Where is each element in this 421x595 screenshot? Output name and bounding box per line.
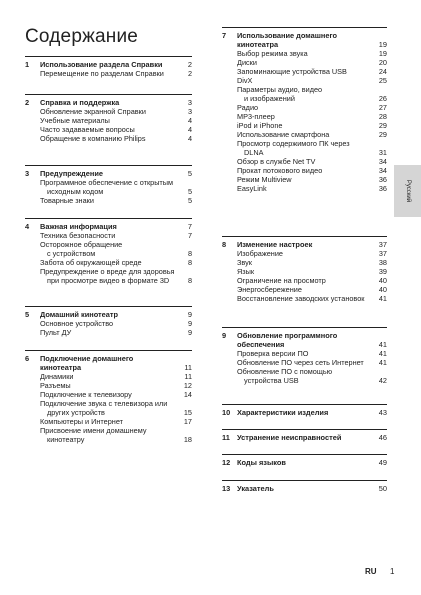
toc-entry-title[interactable]: Прокат потокового видео: [237, 166, 323, 175]
toc-entry-title[interactable]: Забота об окружающей среде: [40, 258, 142, 267]
toc-entry-title[interactable]: устройства USB: [244, 376, 299, 385]
toc-entry-page-number: 29: [378, 130, 387, 139]
toc-entry-page-number: 14: [183, 390, 192, 399]
section-number-text: 7: [222, 31, 227, 40]
toc-entry-title[interactable]: Режим Multiview: [237, 175, 292, 184]
toc-entry-title[interactable]: Обращение в компанию Philips: [40, 134, 146, 143]
toc-entry-title[interactable]: Звук: [237, 258, 252, 267]
toc-entry-title[interactable]: Запоминающие устройства USB: [237, 67, 347, 76]
section-title[interactable]: Важная информация: [40, 222, 117, 231]
section-divider: [25, 350, 192, 351]
toc-entry-page-number: 4: [187, 116, 192, 125]
toc-entry-title[interactable]: Техника безопасности: [40, 231, 116, 240]
toc-entry-page-number: 8: [187, 258, 192, 267]
toc-entry-page-number: 7: [187, 231, 192, 240]
section-page-number: 5: [187, 169, 192, 178]
toc-entry-page-number: 26: [378, 94, 387, 103]
footer-page-number: 1: [390, 567, 395, 576]
toc-entry-page-number: 8: [187, 249, 192, 258]
section-title[interactable]: Указатель: [237, 484, 274, 493]
toc-entry-title[interactable]: с устройством: [47, 249, 96, 258]
toc-entry-title[interactable]: EasyLink: [237, 184, 267, 193]
toc-entry-page-number: 27: [378, 103, 387, 112]
section-title[interactable]: Обновление программного: [237, 331, 338, 340]
section-divider: [25, 94, 192, 95]
toc-entry-title[interactable]: Ограничение на просмотр: [237, 276, 326, 285]
toc-entry-page-number: 29: [378, 121, 387, 130]
section-title[interactable]: Устранение неисправностей: [237, 433, 342, 442]
section-number-text: 5: [25, 310, 30, 319]
toc-entry-page-number: 36: [378, 175, 387, 184]
section-page-number: 11: [184, 363, 192, 372]
toc-entry-page-number: 25: [378, 76, 387, 85]
section-number-text: 13: [222, 484, 231, 493]
toc-entry-title[interactable]: Товарные знаки: [40, 196, 94, 205]
section-page-number: 41: [378, 340, 387, 349]
toc-entry-title[interactable]: Предупреждение о вреде для здоровья: [40, 267, 175, 276]
footer-language-code: RU: [365, 567, 377, 576]
toc-entry-title[interactable]: Изображение: [237, 249, 283, 258]
section-divider: [222, 236, 387, 237]
language-side-tab: [394, 165, 421, 217]
section-page-number: 50: [378, 484, 387, 493]
toc-entry-page-number: 40: [378, 285, 387, 294]
section-title[interactable]: Коды языков: [237, 458, 286, 467]
toc-entry-page-number: 18: [183, 435, 192, 444]
toc-entry-page-number: 4: [187, 134, 192, 143]
toc-entry-page-number: 2: [187, 69, 192, 78]
toc-entry-page-number: 12: [183, 381, 192, 390]
toc-entry-title[interactable]: и изображений: [244, 94, 295, 103]
section-number-text: 9: [222, 331, 227, 340]
toc-entry-title[interactable]: Компьютеры и Интернет: [40, 417, 123, 426]
toc-entry-title[interactable]: исходным кодом: [47, 187, 104, 196]
section-page-number: 19: [378, 40, 387, 49]
section-title[interactable]: кинотеатра: [40, 363, 82, 372]
section-divider: [25, 165, 192, 166]
section-number-text: 3: [25, 169, 30, 178]
toc-entry-title[interactable]: Присвоение имени домашнему: [40, 426, 147, 435]
toc-entry-page-number: 3: [187, 107, 192, 116]
toc-entry-title[interactable]: Разъемы: [40, 381, 71, 390]
toc-entry-title[interactable]: Динамики: [40, 372, 74, 381]
toc-entry-page-number: 36: [378, 184, 387, 193]
toc-entry-page-number: 37: [378, 249, 387, 258]
section-title[interactable]: Характеристики изделия: [237, 408, 329, 417]
toc-entry-title[interactable]: Подключение к телевизору: [40, 390, 132, 399]
toc-entry-title[interactable]: Перемещение по разделам Справки: [40, 69, 164, 78]
toc-entry-title[interactable]: Основное устройство: [40, 319, 114, 328]
toc-entry-title[interactable]: Диски: [237, 58, 257, 67]
toc-entry-title[interactable]: Обновление ПО с помощью: [237, 367, 333, 376]
toc-entry-title[interactable]: Выбор режима звука: [237, 49, 308, 58]
section-page-number: 7: [187, 222, 192, 231]
toc-entry-title[interactable]: Обновление экранной Справки: [40, 107, 146, 116]
toc-entry-page-number: 9: [187, 319, 192, 328]
toc-entry-page-number: 41: [378, 358, 387, 367]
section-divider: [222, 429, 387, 430]
toc-entry-title[interactable]: при просмотре видео в формате 3D: [47, 276, 170, 285]
toc-entry-title[interactable]: Язык: [237, 267, 255, 276]
section-title[interactable]: Использование раздела Справки: [40, 60, 163, 69]
section-page-number: 3: [187, 98, 192, 107]
section-title[interactable]: Предупреждение: [40, 169, 103, 178]
toc-entry-title[interactable]: Осторожное обращение: [40, 240, 123, 249]
section-title[interactable]: Домашний кинотеатр: [40, 310, 119, 319]
toc-entry-title[interactable]: других устройств: [47, 408, 105, 417]
toc-entry-page-number: 5: [187, 187, 192, 196]
toc-entry-title[interactable]: Часто задаваемые вопросы: [40, 125, 135, 134]
section-divider: [25, 56, 192, 57]
section-page-number: 2: [187, 60, 192, 69]
section-number-text: 6: [25, 354, 30, 363]
toc-entry-page-number: 15: [183, 408, 192, 417]
toc-entry-page-number: 20: [378, 58, 387, 67]
toc-entry-title[interactable]: кинотеатру: [47, 435, 85, 444]
section-divider: [222, 404, 387, 405]
toc-entry-title[interactable]: Восстановление заводских установок: [237, 294, 365, 303]
toc-entry-title[interactable]: Подключение звука с телевизора или: [40, 399, 168, 408]
toc-entry-title[interactable]: Обновление ПО через сеть Интернет: [237, 358, 364, 367]
section-title[interactable]: обеспечения: [237, 340, 285, 349]
toc-entry-page-number: 40: [378, 276, 387, 285]
section-page-number: 37: [378, 240, 387, 249]
section-number-text: 12: [222, 458, 231, 467]
toc-entry-page-number: 5: [187, 196, 192, 205]
toc-entry-title[interactable]: MP3-плеер: [237, 112, 275, 121]
language-side-tab-label: Русский: [404, 179, 411, 203]
toc-entry-page-number: 4: [187, 125, 192, 134]
section-page-number: 9: [187, 310, 192, 319]
toc-entry-page-number: 41: [378, 349, 387, 358]
section-number-text: 2: [25, 98, 30, 107]
section-title[interactable]: Изменение настроек: [237, 240, 313, 249]
section-divider: [222, 327, 387, 328]
toc-entry-title[interactable]: Учебные материалы: [40, 116, 110, 125]
section-number-text: 4: [25, 222, 30, 231]
toc-entry-page-number: 39: [378, 267, 387, 276]
toc-entry-page-number: 31: [378, 148, 387, 157]
section-title[interactable]: Справка и поддержка: [40, 98, 120, 107]
section-divider: [25, 306, 192, 307]
toc-entry-page-number: 38: [378, 258, 387, 267]
toc-entry-page-number: 34: [378, 166, 387, 175]
section-title[interactable]: Подключение домашнего: [40, 354, 134, 363]
toc-entry-title[interactable]: Использование смартфона: [237, 130, 330, 139]
toc-entry-title[interactable]: Программное обеспечение с открытым: [40, 178, 174, 187]
toc-entry-page-number: 17: [183, 417, 192, 426]
section-number-text: 1: [25, 60, 30, 69]
toc-entry-title[interactable]: Радио: [237, 103, 259, 112]
section-divider: [222, 454, 387, 455]
section-title[interactable]: Использование домашнего: [237, 31, 338, 40]
section-page-number: 43: [378, 408, 387, 417]
toc-entry-page-number: 19: [378, 49, 387, 58]
toc-entry-title[interactable]: Энергосбережение: [237, 285, 302, 294]
section-page-number: 49: [378, 458, 387, 467]
toc-entry-page-number: 24: [378, 67, 387, 76]
toc-entry-page-number: 8: [187, 276, 192, 285]
toc-entry-title[interactable]: DivX: [237, 76, 253, 85]
section-number-text: 10: [222, 408, 231, 417]
toc-entry-title[interactable]: iPod и iPhone: [237, 121, 283, 130]
toc-entry-title[interactable]: Просмотр содержимого ПК через: [237, 139, 350, 148]
section-divider: [222, 480, 387, 481]
section-title[interactable]: кинотеатра: [237, 40, 279, 49]
section-number-text: 8: [222, 240, 227, 249]
section-divider: [222, 27, 387, 28]
toc-entry-title[interactable]: Параметры аудио, видео: [237, 85, 323, 94]
toc-entry-page-number: 9: [187, 328, 192, 337]
toc-entry-page-number: 28: [378, 112, 387, 121]
toc-entry-title[interactable]: Проверка версии ПО: [237, 349, 309, 358]
section-divider: [25, 218, 192, 219]
page-title: Содержание: [25, 26, 139, 47]
toc-entry-title[interactable]: Обзор в службе Net TV: [237, 157, 316, 166]
toc-entry-page-number: 41: [378, 294, 387, 303]
toc-entry-page-number: 34: [378, 157, 387, 166]
section-number-text: 11: [222, 433, 230, 442]
toc-entry-title[interactable]: Пульт ДУ: [40, 328, 72, 337]
toc-entry-page-number: 11: [184, 372, 192, 381]
section-page-number: 46: [378, 433, 387, 442]
toc-entry-page-number: 42: [378, 376, 387, 385]
toc-entry-title[interactable]: DLNA: [244, 148, 264, 157]
